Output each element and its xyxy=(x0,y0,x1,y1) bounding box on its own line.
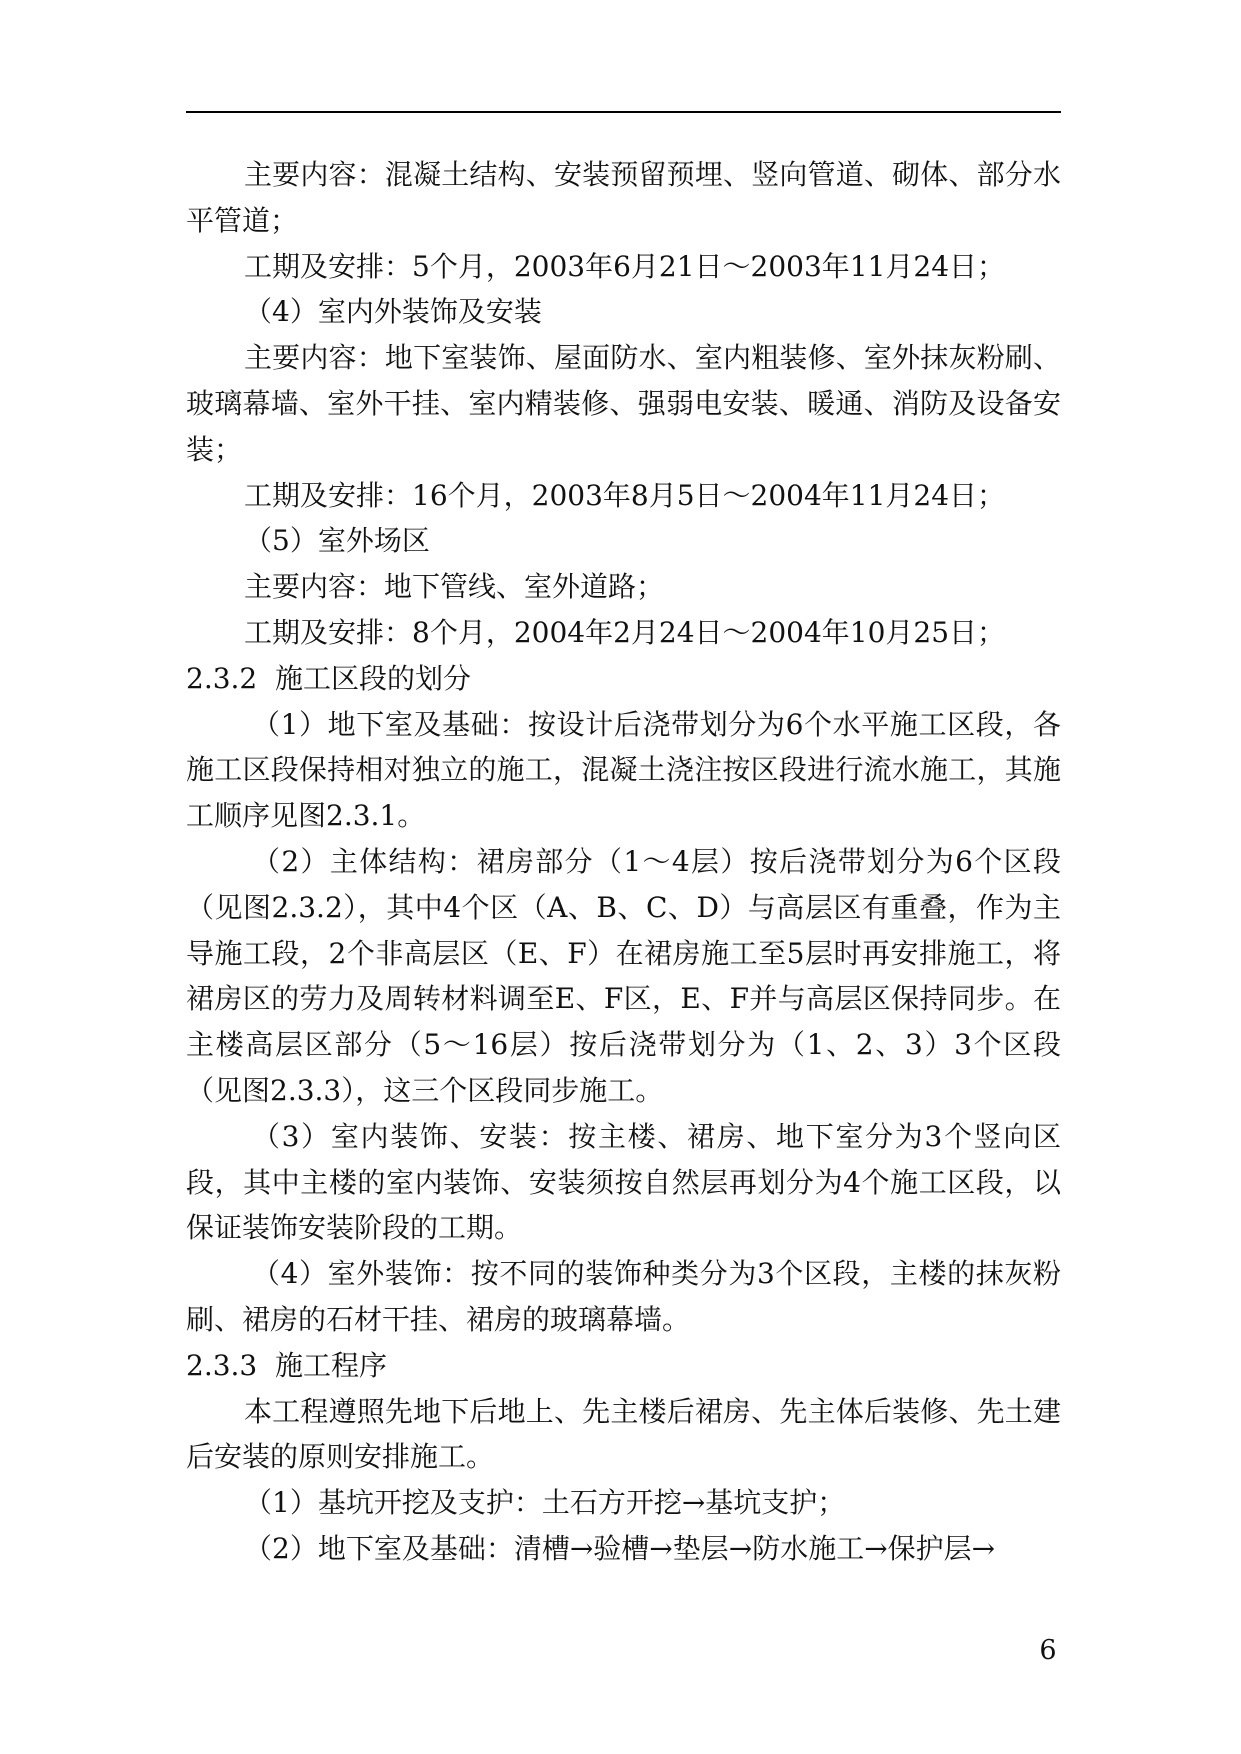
paragraph-main-content-decoration: 主要内容：地下室装饰、屋面防水、室内粗装修、室外抹灰粉刷、玻璃幕墙、室外干挂、室内精装修、强弱电安装、暖通、消防及设备安装； xyxy=(186,341,1061,466)
page-number: 6 xyxy=(1039,1635,1057,1666)
paragraph-schedule-structure: 工期及安排：5个月，2003年6月21日～2003年11月24日； xyxy=(244,249,1006,283)
paragraph-sequence-basement: （2）地下室及基础：清槽→验槽→垫层→防水施工→保护层→ xyxy=(244,1531,996,1565)
section-heading-2-3-3: 2.3.3 施工程序 xyxy=(186,1348,388,1382)
paragraph-main-content-structure: 主要内容：混凝土结构、安装预留预埋、竖向管道、砌体、部分水平管道； xyxy=(186,158,1061,237)
paragraph-zoning-interior: （3）室内装饰、安装：按主楼、裙房、地下室分为3个竖向区段，其中主楼的室内装饰、安装须按自然层再划分为4个施工区段，以保证装饰安装阶段的工期。 xyxy=(186,1119,1061,1245)
paragraph-zoning-exterior: （4）室外装饰：按不同的装饰种类分为3个区段，主楼的抹灰粉刷、裙房的石材干挂、裙房的玻璃幕墙。 xyxy=(186,1257,1061,1336)
paragraph-schedule-outdoor: 工期及安排：8个月，2004年2月24日～2004年10月25日； xyxy=(244,615,1006,649)
paragraph-schedule-decoration: 工期及安排：16个月，2003年8月5日～2004年11月24日； xyxy=(244,478,1006,512)
header-rule xyxy=(186,111,1061,113)
section-heading-2-3-2: 2.3.2 施工区段的划分 xyxy=(186,661,472,695)
paragraph-item-5-title: （5）室外场区 xyxy=(244,524,430,558)
document-body xyxy=(186,152,1061,1572)
paragraph-item-4-title: （4）室内外装饰及安装 xyxy=(244,295,542,329)
paragraph-zoning-basement: （1）地下室及基础：按设计后浇带划分为6个水平施工区段，各施工区段保持相对独立的施工，混凝土浇注按区段进行流水施工，其施工顺序见图2.3.1。 xyxy=(186,707,1061,833)
paragraph-main-content-outdoor: 主要内容：地下管线、室外道路； xyxy=(244,570,665,604)
paragraph-construction-principle: 本工程遵照先地下后地上、先主楼后裙房、先主体后装修、先土建后安装的原则安排施工。 xyxy=(186,1394,1061,1474)
paragraph-zoning-main-structure: （2）主体结构：裙房部分（1～4层）按后浇带划分为6个区段（见图2.3.2），其中4个区（A、B、C、D）与高层区有重叠，作为主导施工段，2个非高层区（E、F）在裙房施工至5层时再安排施工，将裙房区的劳力及周转材料调至E、F区，E、F并与高层区保持同步。在主楼高层区部分（5～16层）按后浇带划分为（1、2、3）3个区段（见图2.3.3），这三个区段同步施工。 xyxy=(186,844,1061,1107)
paragraph-sequence-excavation: （1）基坑开挖及支护：土石方开挖→基坑支护； xyxy=(244,1486,846,1520)
